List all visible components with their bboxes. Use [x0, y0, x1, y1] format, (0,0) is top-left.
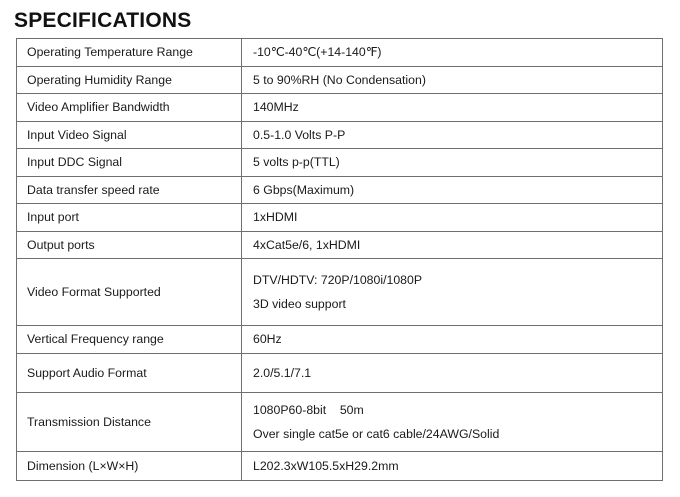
- table-row: [17, 393, 663, 452]
- spec-value: 1080P60-8bit 50m: [253, 402, 364, 417]
- spec-value-secondary: 3D video support: [253, 296, 346, 311]
- spec-label: Video Amplifier Bandwidth: [17, 94, 242, 122]
- spec-label: Transmission Distance: [17, 393, 242, 452]
- spec-value-cell: [242, 393, 663, 452]
- spec-value: 2.0/5.1/7.1: [242, 354, 663, 393]
- table-row: [17, 259, 663, 326]
- spec-value: 6 Gbps(Maximum): [242, 177, 663, 204]
- table-row: [17, 94, 663, 122]
- spec-value-cell: [242, 259, 663, 326]
- spec-label: Input DDC Signal: [17, 149, 242, 177]
- table-row: [17, 354, 663, 393]
- table-row: [17, 326, 663, 354]
- spec-value: 1xHDMI: [242, 204, 663, 232]
- spec-value: -10℃-40℃(+14-140℉): [242, 39, 663, 67]
- spec-value: 4xCat5e/6, 1xHDMI: [242, 232, 663, 259]
- spec-label: Input Video Signal: [17, 122, 242, 149]
- spec-label: Output ports: [17, 232, 242, 259]
- spec-label: Data transfer speed rate: [17, 177, 242, 204]
- spec-label: Operating Humidity Range: [17, 67, 242, 94]
- table-row: [17, 122, 663, 149]
- spec-value: 60Hz: [242, 326, 663, 354]
- spec-label: Support Audio Format: [17, 354, 242, 393]
- spec-value-secondary: Over single cat5e or cat6 cable/24AWG/Solid: [253, 426, 500, 441]
- spec-label: Operating Temperature Range: [17, 39, 242, 67]
- spec-value: 140MHz: [242, 94, 663, 122]
- table-row: [17, 452, 663, 481]
- table-row: [17, 149, 663, 177]
- spec-label: Input port: [17, 204, 242, 232]
- spec-value: 5 to 90%RH (No Condensation): [242, 67, 663, 94]
- spec-value: 0.5-1.0 Volts P-P: [242, 122, 663, 149]
- page-title: SPECIFICATIONS: [14, 9, 192, 32]
- table-row: [17, 67, 663, 94]
- specifications-table: [16, 38, 663, 481]
- spec-label: Video Format Supported: [17, 259, 242, 326]
- spec-label: Vertical Frequency range: [17, 326, 242, 354]
- spec-value: DTV/HDTV: 720P/1080i/1080P: [253, 272, 423, 287]
- table-row: [17, 232, 663, 259]
- table-row: [17, 204, 663, 232]
- spec-value: 5 volts p-p(TTL): [242, 149, 663, 177]
- table-row: [17, 177, 663, 204]
- table-row: [17, 39, 663, 67]
- spec-value: L202.3xW105.5xH29.2mm: [242, 452, 663, 481]
- spec-label: Dimension (L×W×H): [17, 452, 242, 481]
